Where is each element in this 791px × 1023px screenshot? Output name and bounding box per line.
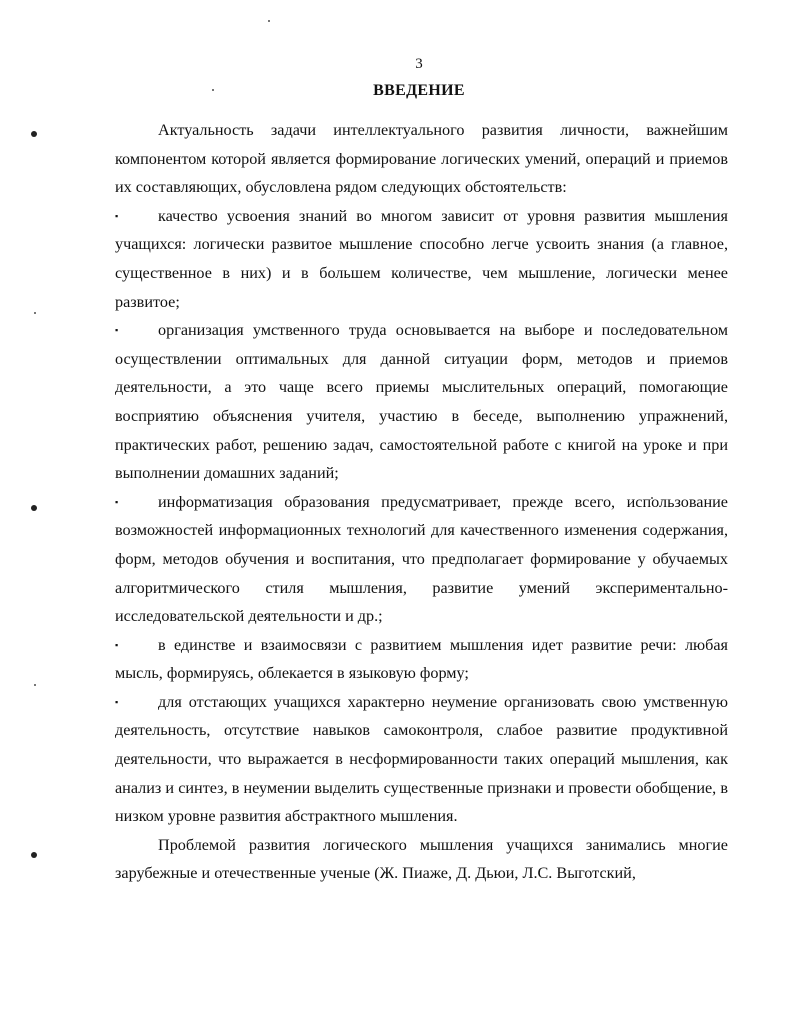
list-item xyxy=(115,688,728,831)
binder-hole-mark xyxy=(31,852,37,858)
paragraph: Проблемой развития логического мышления учащихся занимались многие зарубежные и отечественные ученые (Ж. Пиаже, Д. Дьюи, Л.С. Выготский, xyxy=(115,835,728,883)
bullet-icon: ▪ xyxy=(115,696,119,707)
paragraph: Актуальность задачи интеллектуального развития личности, важнейшим компонентом которой является формирование логических умений, операций и приемов их составляющих, обусловлена рядом следующих обстоятельств: xyxy=(115,121,728,197)
list-item xyxy=(115,631,728,688)
section-heading: ВВЕДЕНИЕ xyxy=(373,82,465,99)
binder-hole-mark xyxy=(31,131,37,137)
list-item xyxy=(115,316,728,488)
scan-speck xyxy=(268,20,270,22)
list-item xyxy=(115,202,728,316)
scan-speck xyxy=(34,684,36,686)
scan-speck xyxy=(34,312,36,314)
page-number: 3 xyxy=(415,56,423,72)
list-item-text: организация умственного труда основывается на выборе и последовательном осуществлении оптимальных для данной ситуации форм, методов и приемов деятельности, а это чаще всего приемы мыслительных операций, помогающие восприятию объяснения учителя, участию в беседе, выполнению упражнений, практических работ, решению задач, самостоятельной работе с книгой на уроке и при выполнении домашних заданий; xyxy=(115,321,728,483)
list-item xyxy=(115,488,728,631)
bullet-icon: ▪ xyxy=(115,496,119,507)
list-item-text: для отстающих учащихся характерно неумение организовать свою умственную деятельность, отсутствие навыков самоконтроля, слабое развитие продуктивной деятельности, что выражается в несформированности таких операций мышления, как анализ и синтез, в неумении выделить существенные признаки и провести обобщение, в низком уровне развития абстрактного мышления. xyxy=(115,692,728,826)
list-item-text: информатизация образования предусматривает, прежде всего, использование возможностей информационных технологий для качественного изменения содержания, форм, методов обучения и воспитания, что предполагает формирование у обучаемых алгоритмического стиля мышления, развитие умений экспериментально-исследовательской деятельности и др.; xyxy=(115,492,728,626)
bullet-icon: ▪ xyxy=(115,325,119,336)
binder-hole-mark xyxy=(31,505,37,511)
bullet-icon: ▪ xyxy=(115,210,119,221)
body-text xyxy=(115,116,728,888)
list-item-text: качество усвоения знаний во многом зависит от уровня развития мышления учащихся: логически развитое мышление способно легче усвоить знания (а главное, существенное в них) и в большем количестве, чем мышление, логически менее развитое; xyxy=(115,206,728,311)
bullet-icon: ▪ xyxy=(115,639,119,650)
list-item-text: в единстве и взаимосвязи с развитием мышления идет развитие речи: любая мысль, формируясь, облекается в языковую форму; xyxy=(115,635,728,683)
